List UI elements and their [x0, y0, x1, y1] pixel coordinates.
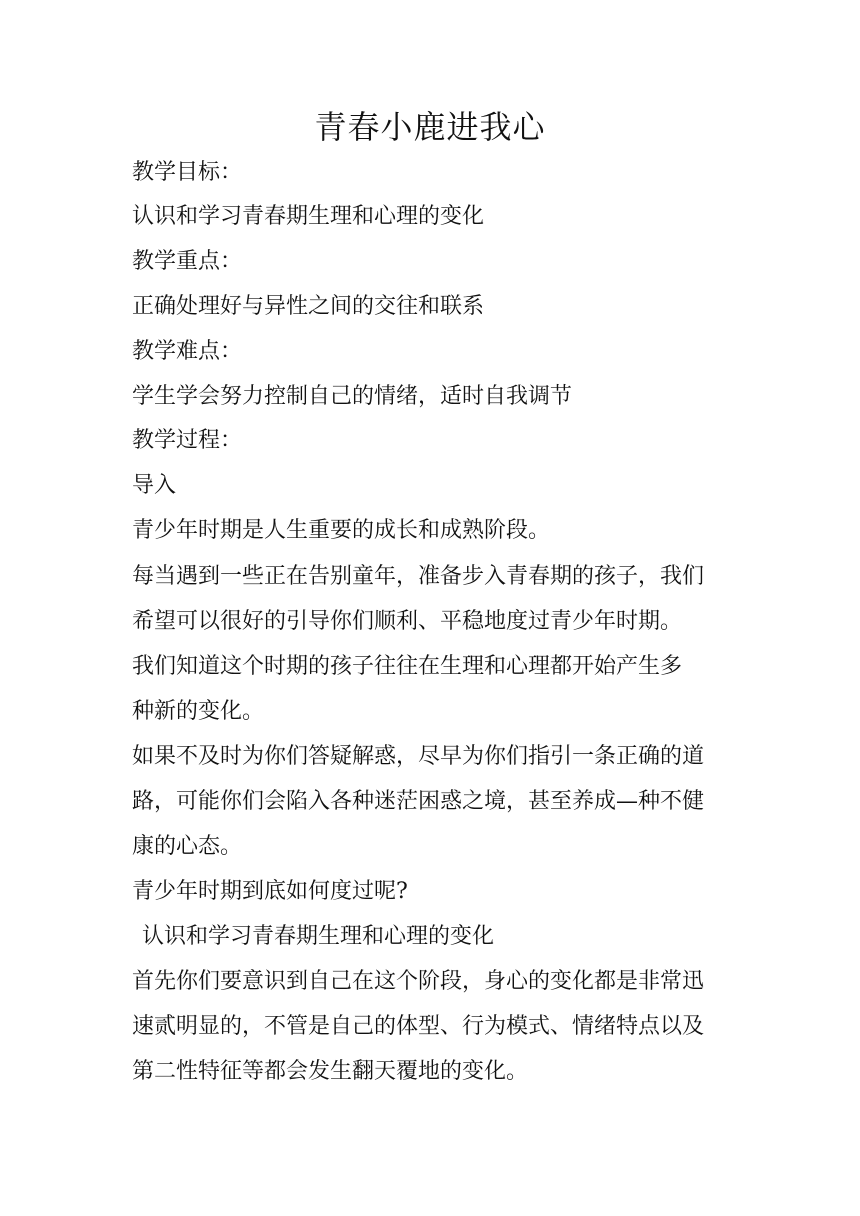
paragraph-line: 如果不及时为你们答疑解惑，尽早为你们指引一条正确的道	[132, 744, 705, 769]
heading-teaching-process: 教学过程：	[132, 428, 243, 453]
paragraph-line: 希望可以很好的引导你们顺利、平稳地度过青少年时期。	[132, 609, 683, 634]
paragraph-line: 学生学会努力控制自己的情绪，适时自我调节	[132, 384, 573, 409]
heading-teaching-goal: 教学目标：	[132, 160, 243, 185]
heading-teaching-focus: 教学重点：	[132, 249, 243, 274]
paragraph-line: 首先你们要意识到自己在这个阶段，身心的变化都是非常迅	[132, 969, 705, 994]
paragraph-line: 认识和学习青春期生理和心理的变化	[132, 204, 485, 229]
paragraph-line: 种新的变化。	[132, 699, 265, 724]
heading-teaching-difficulty: 教学难点：	[132, 339, 243, 364]
paragraph-line: 青少年时期是人生重要的成长和成熟阶段。	[132, 518, 551, 543]
paragraph-line: 路，可能你们会陷入各种迷茫困惑之境，甚至养成—种不健	[132, 789, 705, 814]
paragraph-line: 我们知道这个时期的孩子往往在生理和心理都开始产生多	[132, 654, 683, 679]
paragraph-line: 正确处理好与异性之间的交往和联系	[132, 294, 485, 319]
paragraph-line: 康的心态。	[132, 834, 243, 859]
paragraph-line: 第二性特征等都会发生翻天覆地的变化。	[132, 1059, 529, 1084]
section-heading: 认识和学习青春期生理和心理的变化	[142, 924, 495, 949]
paragraph-line: 青少年时期到底如何度过呢?	[132, 879, 408, 904]
document-title: 青春小鹿进我心	[314, 108, 546, 146]
paragraph-line: 每当遇到一些正在告别童年，准备步入青春期的孩子，我们	[132, 564, 705, 589]
paragraph-line: 速贰明显的，不管是自己的体型、行为模式、情绪特点以及	[132, 1014, 705, 1039]
section-heading: 导入	[132, 473, 177, 498]
